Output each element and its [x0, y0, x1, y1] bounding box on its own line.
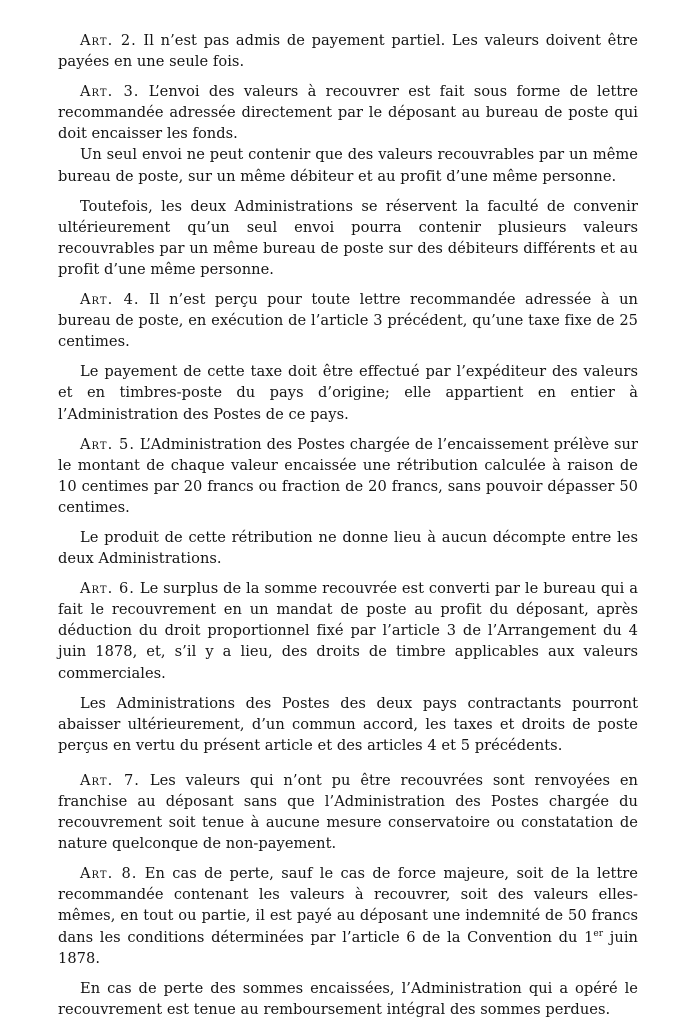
article-5-paragraph-2 — [58, 527, 638, 569]
article-label: Art. 2. — [80, 32, 137, 49]
article-8-paragraph — [58, 863, 638, 968]
article-label: Art. 8. — [80, 865, 138, 883]
article-6-paragraph-2 — [58, 693, 638, 756]
article-label: Art. 6. — [80, 580, 135, 598]
paragraph-text: Il n’est perçu pour toute lettre recommandée adressée à un bureau de poste, en exécution de l’article 3 précédent, qu’une taxe fixe de 25 centimes. — [58, 291, 638, 351]
paragraph-text: Le payement de cette taxe doit être effectué par l’expéditeur des valeurs et en timbres-poste du pays d’origine; elle appartient en entier à l’Administration des Postes de ce pays. — [58, 363, 638, 423]
paragraph-text: Il n’est pas admis de payement partiel. Les valeurs doivent être payées en une seule fois. — [58, 32, 638, 71]
paragraph-text: L’Administration des Postes chargée de l’encaissement prélève sur le montant de chaque valeur encaissée une rétribution calculée à raison de 10 centimes par 20 francs ou fraction de 20 francs, sans pouvoir dépasser 50 centimes. — [58, 435, 638, 516]
paragraph-text-end: juin 1878. — [58, 928, 638, 967]
paragraph-text: Un seul envoi ne peut contenir que des valeurs recouvrables par un même bureau de poste, sur un même débiteur et au profit d’une même personne. — [58, 146, 638, 185]
article-4-paragraph — [58, 289, 638, 352]
article-label: Art. 7. — [80, 771, 140, 789]
paragraph-text: En cas de perte des sommes encaissées, l’Administration qui a opéré le recouvrement est tenue au remboursement intégral des sommes perdues. — [58, 979, 638, 1018]
paragraph-text: Toutefois, les deux Administrations se réservent la faculté de convenir ultérieurement qu’un seul envoi pourra contenir plusieurs valeurs recouvrables par un même bureau de poste sur des débiteurs différents et au profit d’une même personne. — [58, 197, 638, 278]
article-8-paragraph-2 — [58, 978, 638, 1020]
paragraph-text: Le surplus de la somme recouvrée est converti par le bureau qui a fait le recouvrement en un mandat de poste au profit du déposant, après déduction du droit proportionnel fixé par l’article 3 de l’Arrangement du 4 juin 1878, et, s’il y a lieu, des droits de timbre applicables aux valeurs commerciales. — [58, 580, 639, 682]
article-6-paragraph — [58, 578, 638, 683]
article-label: Art. 4. — [80, 291, 140, 309]
paragraph-text: L’envoi des valeurs à recouvrer est fait sous forme de lettre recommandée adressée directement par le déposant au bureau de poste qui doit encaisser les fonds. — [58, 83, 639, 143]
article-3-paragraph-2 — [58, 144, 638, 186]
paragraph-text: Le produit de cette rétribution ne donne lieu à aucun décompte entre les deux Administrations. — [58, 528, 638, 568]
paragraph-text: Les Administrations des Postes des deux pays contractants pourront abaisser ultérieurement, d’un commun accord, les taxes et droits de poste perçus en vertu du présent article et des articles 4 et 5 précédents. — [58, 694, 638, 754]
article-7-paragraph — [58, 770, 638, 854]
article-3-paragraph — [58, 81, 638, 144]
article-label: Art. 5. — [80, 435, 135, 453]
article-5-paragraph — [58, 434, 638, 518]
article-3-paragraph-3 — [58, 196, 638, 280]
article-label: Art. 3. — [80, 83, 140, 101]
document-page — [58, 30, 638, 1020]
article-2-paragraph — [58, 30, 638, 72]
paragraph-text: Les valeurs qui n’ont pu être recouvrées sont renvoyées en franchise au déposant sans que l’Administration des Postes chargée du recouvrement soit tenue à aucune mesure conservatoire ou constatation de nature quelconque de non-payement. — [58, 771, 638, 853]
article-4-paragraph-2 — [58, 361, 638, 424]
paragraph-text: En cas de perte, sauf le cas de force majeure, soit de la lettre recommandée contenant les valeurs à recouvrer, soit des valeurs elles-mêmes, en tout ou partie, il est payé au déposant une indemnité de 50 francs dans les conditions déterminées par l’article 6 de la Convention du 1 — [58, 865, 638, 946]
superscript-er: er — [593, 928, 604, 939]
